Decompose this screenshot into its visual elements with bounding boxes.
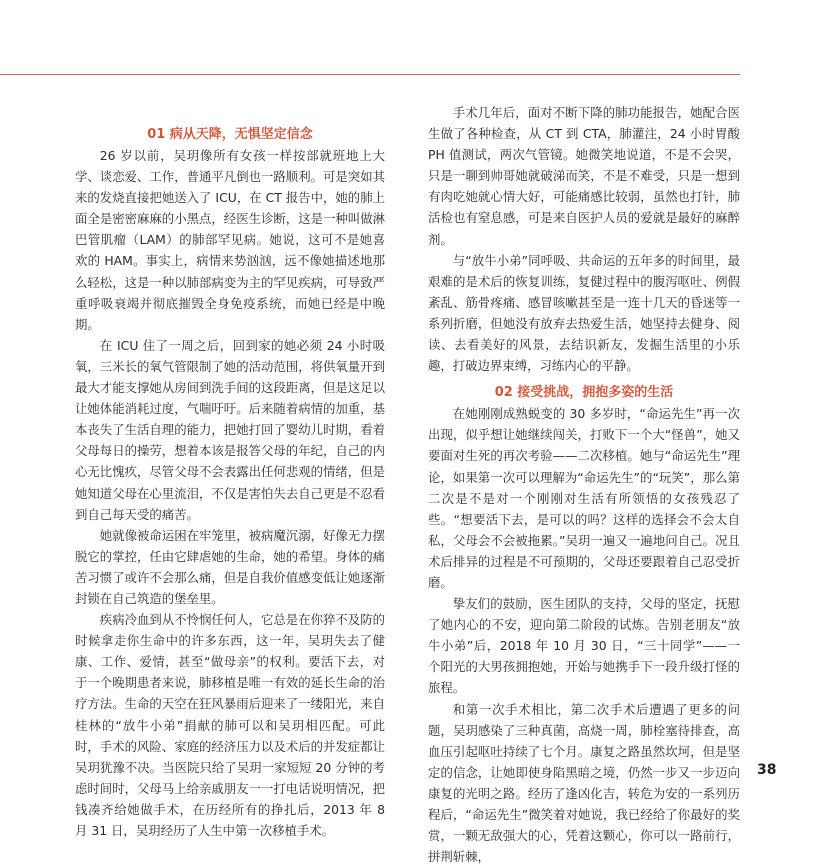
paragraph: 与“放牛小弟”同呼吸、共命运的五年多的时间里，最艰难的是术后的恢复训练，复健过程中的腹泻呕吐、例假紊乱、筋骨疼痛、感冒咳嗽甚至是一连十几天的昏迷等一系列折磨，但她没有放弃去热爱生活，她坚持去健身、阅读、去看美好的风景，去结识新友，发掘生活里的小乐趣，打破边界束缚，习练内心的平静。 <box>428 252 740 374</box>
right-column <box>428 102 740 867</box>
section-heading-01: 01 病从天降，无惧坚定信念 <box>147 127 313 142</box>
section-heading-02: 02 接受挑战，拥抱多姿的生活 <box>494 385 674 401</box>
paragraph: 挚友们的鼓励，医生团队的支持，父母的坚定，抚慰了她内心的不安，迎向第二阶段的试炼。告别老朋友“放牛小弟”后，2018 年 10 月 30 日，“三十同学”——一个阳光的大男孩拥抱她，开始与她携手下一段升级打怪的旅程。 <box>428 596 740 696</box>
paragraph: 在 ICU 住了一周之后，回到家的她必须 24 小时吸氧，三米长的氧气管限制了她的活动范围，将供氧量开到最大才能支撑她从房间到洗手间的这段距离，但是这足以让她体能消耗过度，气喘吁吁。后来随着病情的加重，基本丧失了生活自理的能力，把她打回了婴幼儿时期，看着父母每日的操劳，想着本该是报答父母的年纪，自己的内心无比愧疚，尽管父母不会表露出任何悲观的情绪，但是她知道父母在心里流泪，不仅是害怕失去自己更是不忍看到自己每天受的痛苦。 <box>75 337 385 522</box>
header-divider <box>0 74 740 75</box>
paragraph: 在她刚刚成熟蜕变的 30 多岁时，“命运先生”再一次出现，似乎想让她继续闯关，打败下一个大“怪兽”，她又要面对生死的再次考验——二次移植。她与“命运先生”理论，如果第一次可以理解为“命运先生”的“玩笑”，那么第二次是不是对一个刚刚对生活有所领悟的女孩残忍了些。“想要活下去，是可以的吗？这样的选择会不会太自私，父母会不会被拖累。”吴玥一遍又一遍地问自己。况且术后排异的过程是不可预期的，父母还要跟着自己忍受折磨。 <box>428 406 740 590</box>
paragraph: 和第一次手术相比，第二次手术后遭遇了更多的问题，吴玥感染了三种真菌，高烧一周，肺栓塞待排查，高血压引起呕吐持续了七个月。康复之路虽然坎坷，但是坚定的信念，让她即使身陷黑暗之境，仍然一步又一步迈向康复的光明之路。经历了逢凶化吉，转危为安的一系列历程后，“命运先生”微笑着对她说，我已经给了你最好的奖赏，一颗无敌强大的心，凭着这颗心，你可以一路前行，拼荆斩棘， <box>428 701 740 865</box>
paragraph: 她就像被命运困在牢笼里，被病魔沉溺，好像无力摆脱它的掌控，任由它肆虐她的生命，她的希望。身体的痛苦习惯了或许不会那么痛，但是自我价值感变低让她逐渐封锁在自己筑造的堡垒里。 <box>75 527 385 606</box>
paragraph: 疾病冷血到从不怜悯任何人，它总是在你猝不及防的时候拿走你生命中的许多东西，这一年，吴玥失去了健康、工作、爱情，甚至“做母亲”的权利。要活下去，对于一个晚期患者来说，肺移植是唯一有效的延长生命的治疗方法。生命的天空在狂风暴雨后迎来了一缕阳光，来自桂林的“放牛小弟”捐献的肺可以和吴玥相匹配。可此时，手术的风险、家庭的经济压力以及术后的并发症都让吴玥犹豫不决。当医院只给了吴玥一家短短 20 分钟的考虑时间时，父母马上给亲戚朋友一一打电话说明情况，把钱凑齐给她做手术，在历经所有的挣扎后，2013 年 8 月 31 日，吴玥经历了人生中第一次移植手术。 <box>75 612 385 838</box>
page-number: 38 <box>757 762 777 778</box>
paragraph: 手术几年后，面对不断下降的肺功能报告，她配合医生做了各种检查，从 CT 到 CTA，肺灌注，24 小时胃酸 PH 值测试，两次气管镜。她微笑地说道，不是不会哭，只是一聊到帅哥她就破涕而笑，不是不难受，只是一想到有肉吃她就心情大好，可能痛感比较弱，虽然也打针，肺活检也有窒息感，可是来自医护人员的爱就是最好的麻醉剂。 <box>428 105 740 247</box>
paragraph: 26 岁以前，吴玥像所有女孩一样按部就班地上大学、谈恋爱、工作，普通平凡倒也一路顺利。可是突如其来的发烧直接把她送入了 ICU，在 CT 报告中，她的肺上面全是密密麻麻的小黑点，经医生诊断，这是一种叫做淋巴管肌瘤（LAM）的肺部罕见病。她说，这可不是她喜欢的 HAM。事实上，病情来势汹汹，远不像她描述地那么轻松，这是一种以肺部病变为主的罕见疾病，可导致严重呼吸衰竭并彻底摧毁全身免疫系统，而她已经是中晚期。 <box>75 148 385 332</box>
left-column <box>75 124 385 841</box>
